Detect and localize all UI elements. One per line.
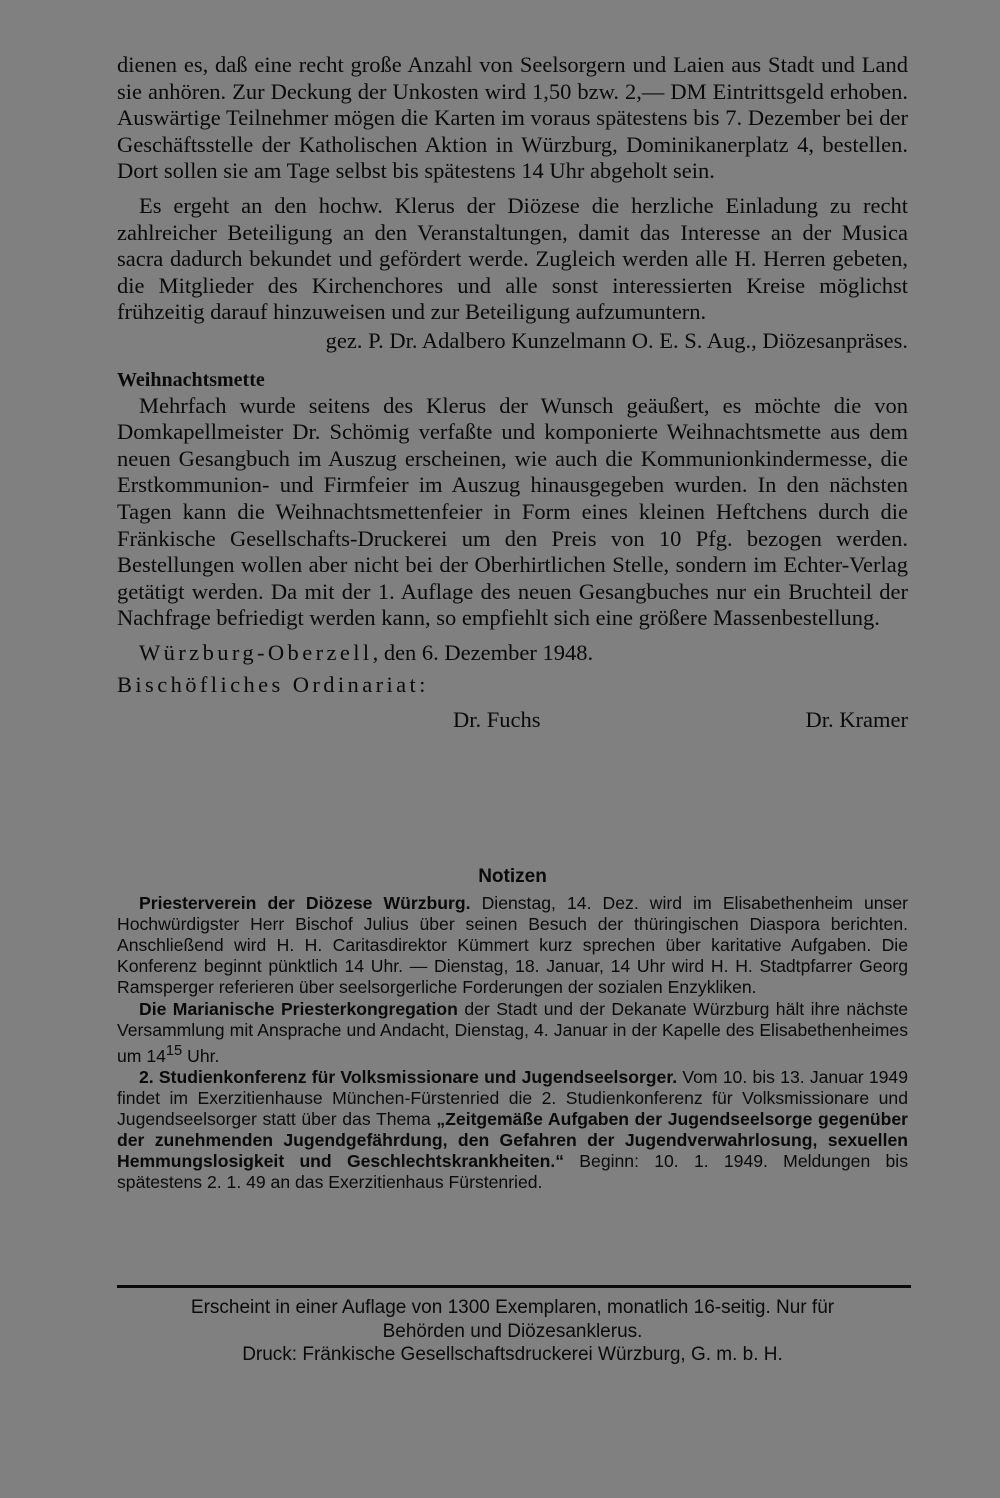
footer-line-3: Druck: Fränkische Gesellschaftsdruckerei Würzburg, G. m. b. H. — [242, 1344, 783, 1365]
note-theme: „Zeitgemäße Aufgaben der Jugendseelsorge gegenüber der zunehmenden Jugendgefährdung, den Gefahren der Jugendverwahrlosung, sexuellen Hemmungslosigkeit und Geschlechtskrankheiten.“ — [117, 1108, 908, 1172]
footer-line-2: Behörden und Diözesanklerus. — [382, 1320, 643, 1342]
ordinariat-heading: Bischöfliches Ordinariat: — [117, 672, 429, 698]
footer-line-1: Erscheint in einer Auflage von 1300 Exemplaren, monatlich 16-seitig. Nur für — [190, 1297, 835, 1318]
signers — [117, 707, 908, 737]
notes-title: Notizen — [478, 866, 547, 887]
main-text — [117, 52, 908, 737]
note-kongregation — [117, 999, 908, 1067]
signature-praeses: gez. P. Dr. Adalbero Kunzelmann O. E. S. Aug., Diözesanpräses. — [325, 327, 908, 353]
note-heading: Die Marianische Priesterkongregation — [139, 998, 458, 1019]
signer-kramer: Dr. Kramer — [805, 707, 908, 733]
note-priesterverein — [117, 893, 908, 998]
section-title: Weihnachtsmette — [117, 368, 265, 391]
note-text: Dienstag, 14. Dez. wird im Elisabethenheim unser Hochwürdigster Herr Bischof Julius über seinen Besuch der thüringischen Diaspora berichten. Anschließend wird H. H. Caritasdirektor Kümmert kurz sprechen über karitative Aufgaben. Die Konferenz beginnt pünktlich 14 Uhr. — Dienstag, 18. Januar, 14 Uhr wird H. H. Stadtpfarrer Georg Ramsperger referieren über seelsorgerliche Forderungen der sozialen Enzykliken. — [117, 893, 908, 998]
note-text: der Stadt und der Dekanate Würzburg hält ihre nächste Versammlung mit Ansprache und Andacht, Dienstag, 4. Januar in der Kapelle des Elisabethenheimes um 14 — [117, 998, 908, 1066]
note-text: Vom 10. bis 13. Januar 1949 findet im Exerzitienhause München-Fürstenried die 2. Studienkonferenz für Volksmissionare und Jugendseelsorger statt über das Thema — [117, 1066, 909, 1129]
footer-divider — [117, 1285, 911, 1288]
place-date — [117, 640, 908, 667]
footer — [117, 1296, 908, 1367]
note-heading: 2. Studienkonferenz für Volksmissionare und Jugendseelsorger. — [139, 1066, 678, 1087]
time-superscript: 15 — [165, 1042, 183, 1059]
paragraph-invitation: Es ergeht an den hochw. Klerus der Diözese die herzliche Einladung zu recht zahlreicher Beteiligung an den Veranstaltungen, damit das Interesse an der Musica sacra dadurch bekundet und gefördert werde. Zugleich werden alle H. Herren gebeten, die Mitglieder des Kirchenchores und alle sonst interessierten Kreise möglichst frühzeitig darauf hinzuweisen und zur Beteiligung aufzumuntern. — [117, 192, 908, 325]
note-text-end: Beginn: 10. 1. 1949. Meldungen bis spätestens 2. 1. 49 an das Exerzitienhaus Fürstenried. — [117, 1151, 908, 1193]
notes-section — [117, 866, 908, 1193]
paragraph-continuation: dienen es, daß eine recht große Anzahl von Seelsorgern und Laien aus Stadt und Land sie anhören. Zur Deckung der Unkosten wird 1,50 bzw. 2,— DM Eintrittsgeld erhoben. Auswärtige Teilnehmer mögen die Karten im voraus spätestens bis 7. Dezember bei der Geschäftsstelle der Katholischen Aktion in Würzburg, Dominikanerplatz 4, bestellen. Dort sollen sie am Tage selbst bis spätestens 14 Uhr abgeholt sein. — [117, 52, 908, 184]
place-name: Würzburg-Oberzell — [139, 639, 373, 665]
note-heading: Priesterverein der Diözese Würzburg. — [139, 893, 471, 914]
signer-fuchs: Dr. Fuchs — [453, 707, 541, 733]
note-studienkonferenz — [117, 1067, 908, 1194]
paragraph-weihnachtsmette: Mehrfach wurde seitens des Klerus der Wunsch geäußert, es möchte die von Domkapellmeister Dr. Schömig verfaßte und komponierte Weihnachtsmette aus dem neuen Gesangbuch im Auszug erscheinen, wie auch die Kommunionkindermesse, die Erstkommunion- und Firmfeier im Auszug hinausgegeben wurden. In den nächsten Tagen kann die Weihnachtsmettenfeier in Form eines kleinen Heftchens durch die Fränkische Gesellschafts-Druckerei um den Preis von 10 Pfg. bezogen werden. Bestellungen wollen aber nicht bei der Oberhirtlichen Stelle, sondern im Echter-Verlag getätigt werden. Da mit der 1. Auflage des neuen Gesangbuches nur ein Bruchteil der Nachfrage befriedigt werden kann, so empfiehlt sich eine größere Massenbestellung. — [117, 392, 908, 631]
date-text: , den 6. Dezember 1948. — [372, 639, 594, 665]
note-text-end: Uhr. — [182, 1045, 220, 1066]
